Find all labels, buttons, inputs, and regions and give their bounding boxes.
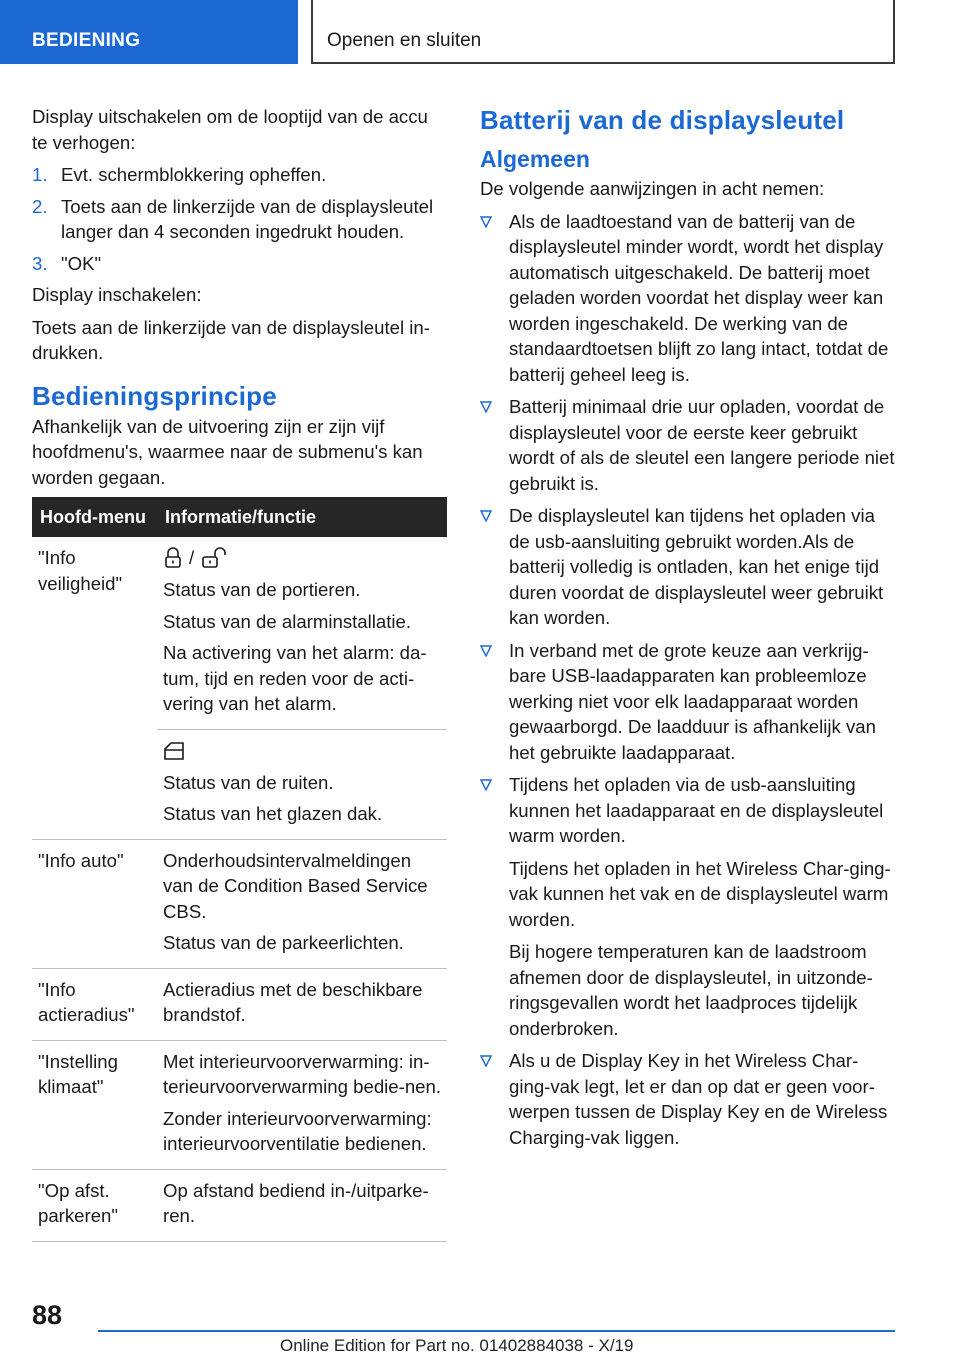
chapter-tab (311, 0, 895, 64)
list-item-text: Als u de Display Key in het Wireless Char‐ging-vak legt, let er dan op dat er geen voor‐werpen tussen de Display Key en de Wireless Charging-vak liggen. (509, 1050, 888, 1148)
triangle-bullet-icon (480, 401, 492, 413)
info-line: Status van de alarminstallatie. (163, 610, 412, 632)
info-line: Status van de portieren. (163, 579, 361, 600)
triangle-bullet-icon (480, 216, 492, 228)
section-title: BEDIENING (32, 30, 141, 51)
lock-open-icon (200, 547, 230, 569)
table-row (32, 968, 447, 1040)
triangle-bullet-icon (480, 510, 492, 522)
list-item (480, 772, 896, 1041)
list-item-text: De displaysleutel kan tijdens het opladen via de usb-aansluiting gebruikt worden.Als de batterij volledig is ontladen, kan het enige tijd duren voordat de displaysleutel weer gebruikt kan worden. (509, 505, 884, 628)
info-line: Op afstand bediend in-/uitparke‐ren. (163, 1179, 429, 1226)
list-item-text: Tijdens het opladen via de usb-aansluiting kunnen het laadapparaat en de displaysleutel warm worden. (509, 774, 884, 846)
list-item-text: Batterij minimaal drie uur opladen, voordat de displaysleutel voor de eerste keer gebruikt wordt of als de sleutel een langere periode niet gebruikt is. (509, 396, 895, 494)
list-item-extra: Bij hogere temperaturen kan de laadstroom afnemen door de displaysleutel, in uitzonde‐ringsgevallen wordt het laadproces tijdelijk onderbroken. (509, 941, 873, 1039)
display-on-label: Display inschakelen: (32, 284, 202, 305)
step-number: 3. (32, 252, 48, 274)
notes-list (480, 209, 896, 1151)
info-cell (157, 839, 447, 968)
list-item-text: In verband met de grote keuze aan verkrijg‐bare USB-laadapparaten kan probleemloze werking niet voor elk laadapparaat worden gewaarborgd. De laadduur is afhankelijk van het gebruikte laadapparaat. (509, 639, 876, 763)
list-item-extra: Tijdens het opladen in het Wireless Char‐ging-vak kunnen het vak en de displaysleutel warm worden. (509, 857, 891, 930)
list-item (480, 209, 896, 388)
section-heading-principle: Bedieningsprincipe (32, 380, 277, 411)
menu-cell: "Info actieradius" (32, 968, 157, 1040)
column-header: Hoofd‐menu (32, 497, 157, 537)
section-tab (0, 0, 298, 64)
step-item (32, 194, 447, 245)
list-item (480, 1048, 896, 1150)
table-row (32, 1040, 447, 1169)
info-cell (157, 729, 447, 839)
section-heading-battery: Batterij van de displaysleutel (480, 105, 845, 135)
info-cell (157, 1169, 447, 1241)
table-row (32, 1169, 447, 1241)
info-line: Status van de ruiten. (163, 771, 334, 793)
step-text: "OK" (61, 252, 102, 274)
step-text: Evt. schermblokkering opheffen. (61, 164, 327, 185)
info-line: Onderhoudsintervalmeldingen van de Condition Based Service CBS. (163, 849, 428, 922)
info-line: Actieradius met de beschikbare brandstof. (163, 978, 423, 1025)
lock-closed-icon (163, 547, 183, 569)
subheading-general: Algemeen (480, 146, 590, 172)
intro-text: Display uitschakelen om de looptijd van de accu te verhogen: (32, 106, 428, 153)
footer-divider (98, 1330, 895, 1332)
list-item (480, 638, 896, 766)
triangle-bullet-icon (480, 1055, 492, 1067)
menu-cell: "Instelling klimaat" (32, 1040, 157, 1169)
right-column (480, 104, 896, 1157)
column-header: Informatie/functie (157, 497, 447, 537)
step-item (32, 251, 447, 277)
principle-text: Afhankelijk van de uitvoering zijn er zijn vijf hoofdmenu's, waarmee naar de submenu's kan worden gegaan. (32, 415, 423, 488)
notes-intro: De volgende aanwijzingen in acht nemen: (480, 178, 825, 199)
window-icon (163, 741, 185, 761)
table-row (32, 537, 447, 729)
triangle-bullet-icon (480, 779, 492, 791)
info-cell (157, 968, 447, 1040)
info-line: Met interieurvoorverwarming: in‐terieurvoorverwarming bedie‐nen. (163, 1050, 442, 1097)
info-line: Status van de parkeerlichten. (163, 932, 404, 953)
list-item-text: Als de laadtoestand van de batterij van de displaysleutel minder wordt, wordt het display automatisch uitgeschakeld. De batterij moet geladen worden voordat het display weer kan worden ingeschakeld. De werking van de standaardtoetsen blijft zo lang intact, totdat de batterij geheel leeg is. (509, 210, 889, 385)
menu-cell: "Op afst. parkeren" (32, 1169, 157, 1241)
left-column (32, 104, 447, 1242)
menu-cell: "Info auto" (32, 839, 157, 968)
step-text: Toets aan de linkerzijde van de displaysleutel langer dan 4 seconden ingedrukt houden. (61, 195, 434, 242)
menu-cell: "Info veiligheid" (32, 537, 157, 839)
info-cell (157, 1040, 447, 1169)
info-line: Zonder interieurvoorverwarming: interieurvoorventilatie bedienen. (163, 1107, 432, 1154)
icon-group (163, 738, 441, 764)
list-item (480, 503, 896, 631)
icon-group (163, 545, 441, 571)
chapter-title: Openen en sluiten (327, 30, 482, 51)
info-line: Na activering van het alarm: da‐tum, tijd en reden voor de acti‐vering van het alarm. (163, 642, 427, 714)
table-header-row (32, 497, 447, 537)
table-row (32, 839, 447, 968)
triangle-bullet-icon (480, 645, 492, 657)
footer-edition: Online Edition for Part no. 01402884038 - X/19 (280, 1336, 634, 1355)
icon-separator: / (189, 547, 195, 569)
step-item (32, 162, 447, 188)
menu-table (32, 497, 447, 1242)
step-number: 1. (32, 164, 48, 185)
info-line: Status van het glazen dak. (163, 803, 383, 824)
step-number: 2. (32, 195, 48, 217)
steps-list (32, 162, 447, 276)
page-number: 88 (32, 1300, 63, 1330)
list-item (480, 394, 896, 496)
display-on-text: Toets aan de linkerzijde van de displaysleutel in‐drukken. (32, 316, 430, 363)
info-cell (157, 537, 447, 729)
